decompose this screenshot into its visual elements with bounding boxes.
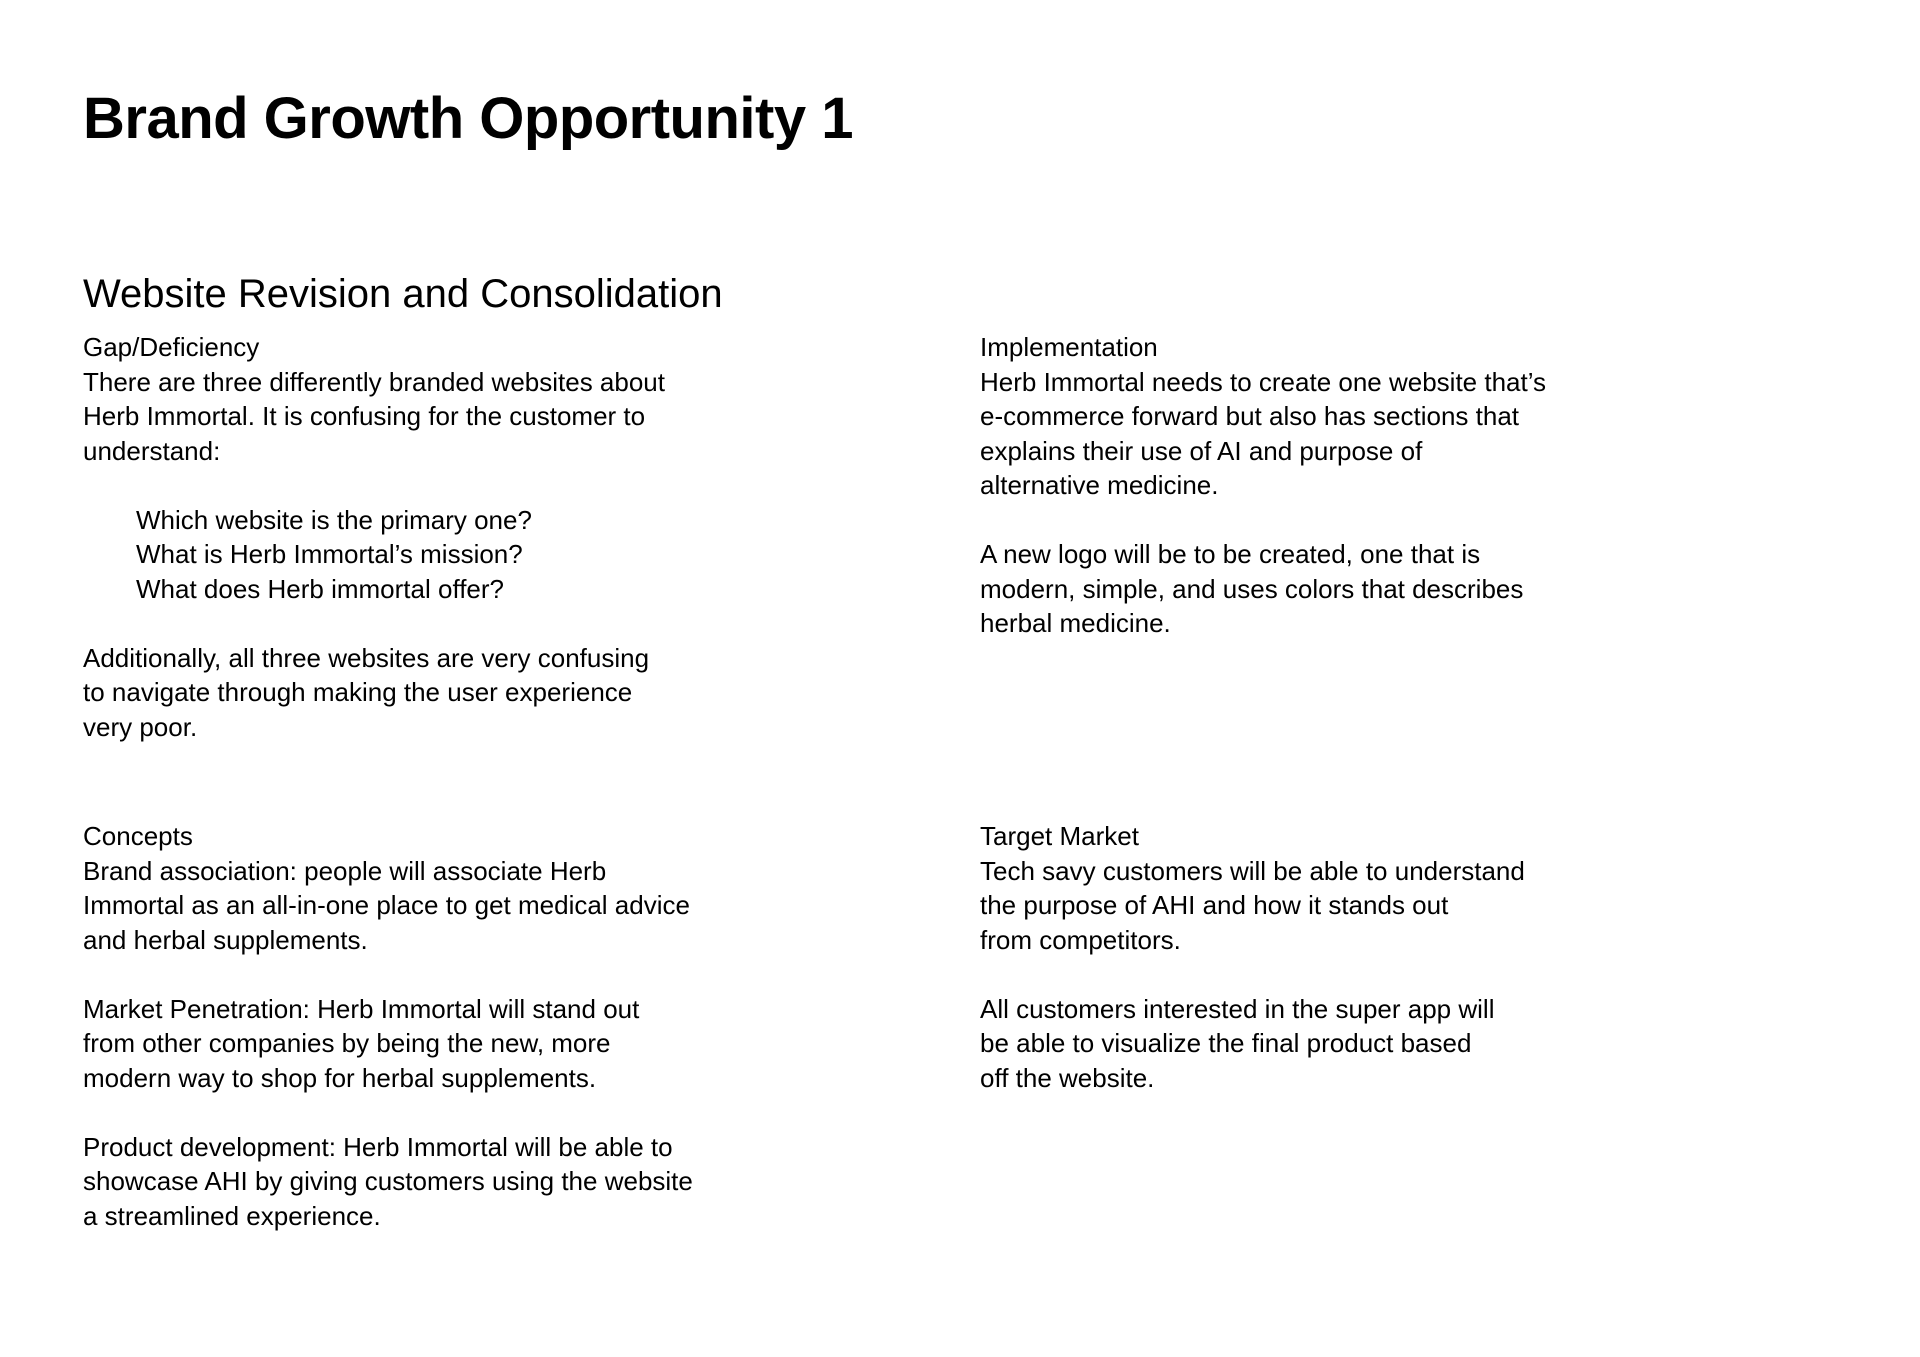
section-paragraph: Tech savy customers will be able to understand the purpose of AHI and how it stands out from competitors. bbox=[980, 855, 1525, 955]
target-market-section bbox=[980, 819, 1680, 1095]
section-paragraph: A new logo will be to be created, one that is modern, simple, and uses colors that describes herbal medicine. bbox=[980, 539, 1524, 638]
section-paragraph: There are three differently branded websites about Herb Immortal. It is confusing for the customer to understand: bbox=[83, 366, 665, 466]
concepts-section bbox=[83, 819, 783, 1233]
section-heading: Target Market bbox=[980, 821, 1139, 851]
page-subtitle: Website Revision and Consolidation bbox=[83, 272, 723, 316]
question-list bbox=[83, 503, 783, 607]
section-paragraph: Product development: Herb Immortal will be able to showcase AHI by giving customers using the website a streamlined experience. bbox=[83, 1131, 693, 1231]
gap-deficiency-section bbox=[83, 330, 783, 744]
list-item: Which website is the primary one? bbox=[136, 504, 532, 535]
list-item: What is Herb Immortal’s mission? bbox=[136, 539, 523, 569]
section-paragraph: Brand association: people will associate Herb Immortal as an all-in-one place to get medical advice and herbal supplements. bbox=[83, 855, 690, 955]
section-paragraph: Market Penetration: Herb Immortal will stand out from other companies by being the new, more modern way to shop for herbal supplements. bbox=[83, 993, 640, 1093]
section-heading: Concepts bbox=[83, 821, 193, 851]
page-title: Brand Growth Opportunity 1 bbox=[83, 86, 853, 151]
list-item: What does Herb immortal offer? bbox=[136, 573, 504, 604]
section-paragraph: Herb Immortal needs to create one website that’s e-commerce forward but also has sections that explains their use of AI and purpose of alternative medicine. bbox=[980, 366, 1547, 500]
implementation-section bbox=[980, 330, 1680, 641]
section-paragraph: Additionally, all three websites are very confusing to navigate through making the user experience very poor. bbox=[83, 642, 650, 742]
section-heading: Implementation bbox=[980, 332, 1158, 362]
section-heading: Gap/Deficiency bbox=[83, 332, 260, 362]
section-paragraph: All customers interested in the super app will be able to visualize the final product based off the website. bbox=[980, 993, 1495, 1093]
